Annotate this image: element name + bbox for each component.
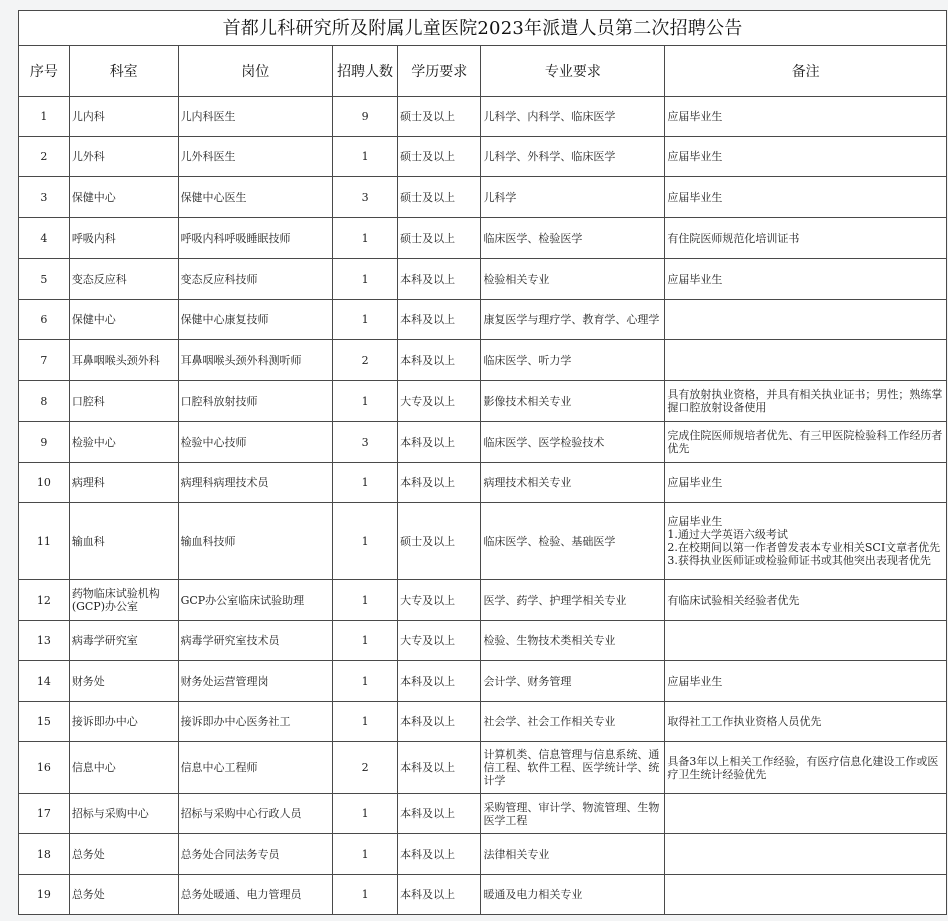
header-edu: 学历要求 [398, 46, 481, 97]
cell-dept: 呼吸内科 [69, 218, 178, 259]
cell-post: 财务处运营管理岗 [178, 661, 332, 702]
header-major: 专业要求 [481, 46, 665, 97]
cell-post: 变态反应科技师 [178, 259, 332, 300]
cell-note: 应届毕业生 [665, 661, 947, 702]
cell-post: 儿内科医生 [178, 97, 332, 137]
cell-edu: 本科及以上 [398, 259, 481, 300]
cell-no: 9 [19, 422, 70, 463]
cell-post: 呼吸内科呼吸睡眠技师 [178, 218, 332, 259]
table-row [19, 621, 947, 661]
cell-count: 3 [333, 422, 398, 463]
cell-dept: 口腔科 [69, 381, 178, 422]
cell-post: 保健中心医生 [178, 177, 332, 218]
cell-note: 取得社工工作执业资格人员优先 [665, 702, 947, 742]
recruitment-table [18, 10, 947, 915]
cell-no: 19 [19, 875, 70, 915]
cell-major: 儿科学 [481, 177, 665, 218]
cell-edu: 大专及以上 [398, 580, 481, 621]
cell-major: 医学、药学、护理学相关专业 [481, 580, 665, 621]
cell-note [665, 621, 947, 661]
cell-no: 11 [19, 503, 70, 580]
cell-major: 会计学、财务管理 [481, 661, 665, 702]
cell-edu: 大专及以上 [398, 621, 481, 661]
cell-no: 2 [19, 137, 70, 177]
table-row [19, 381, 947, 422]
cell-edu: 本科及以上 [398, 794, 481, 834]
header-dept: 科室 [69, 46, 178, 97]
cell-dept: 检验中心 [69, 422, 178, 463]
cell-major: 临床医学、听力学 [481, 340, 665, 381]
cell-post: 病理科病理技术员 [178, 463, 332, 503]
table-row [19, 834, 947, 875]
cell-dept: 耳鼻咽喉头颈外科 [69, 340, 178, 381]
cell-major: 病理技术相关专业 [481, 463, 665, 503]
cell-count: 1 [333, 621, 398, 661]
cell-no: 3 [19, 177, 70, 218]
cell-edu: 硕士及以上 [398, 503, 481, 580]
cell-post: 总务处暖通、电力管理员 [178, 875, 332, 915]
cell-post: 输血科技师 [178, 503, 332, 580]
cell-no: 6 [19, 300, 70, 340]
cell-post: 信息中心工程师 [178, 742, 332, 794]
cell-note [665, 340, 947, 381]
cell-major: 儿科学、外科学、临床医学 [481, 137, 665, 177]
cell-edu: 硕士及以上 [398, 218, 481, 259]
cell-count: 2 [333, 340, 398, 381]
cell-note [665, 834, 947, 875]
table-row [19, 259, 947, 300]
cell-note: 应届毕业生 [665, 463, 947, 503]
cell-note: 有临床试验相关经验者优先 [665, 580, 947, 621]
cell-count: 1 [333, 259, 398, 300]
cell-edu: 本科及以上 [398, 422, 481, 463]
cell-count: 9 [333, 97, 398, 137]
cell-dept: 保健中心 [69, 300, 178, 340]
cell-count: 1 [333, 875, 398, 915]
cell-no: 7 [19, 340, 70, 381]
cell-count: 2 [333, 742, 398, 794]
cell-dept: 总务处 [69, 875, 178, 915]
cell-dept: 信息中心 [69, 742, 178, 794]
cell-note [665, 875, 947, 915]
cell-dept: 招标与采购中心 [69, 794, 178, 834]
cell-no: 12 [19, 580, 70, 621]
cell-post: 检验中心技师 [178, 422, 332, 463]
cell-note: 应届毕业生 [665, 97, 947, 137]
page-title: 首都儿科研究所及附属儿童医院2023年派遣人员第二次招聘公告 [19, 11, 947, 46]
cell-note: 应届毕业生 [665, 259, 947, 300]
cell-no: 5 [19, 259, 70, 300]
cell-dept: 总务处 [69, 834, 178, 875]
table-row [19, 661, 947, 702]
table-row [19, 340, 947, 381]
cell-note [665, 794, 947, 834]
cell-no: 17 [19, 794, 70, 834]
table-row [19, 875, 947, 915]
table-row [19, 503, 947, 580]
cell-count: 1 [333, 300, 398, 340]
cell-major: 影像技术相关专业 [481, 381, 665, 422]
cell-no: 18 [19, 834, 70, 875]
cell-edu: 硕士及以上 [398, 97, 481, 137]
cell-major: 检验、生物技术类相关专业 [481, 621, 665, 661]
cell-no: 16 [19, 742, 70, 794]
cell-dept: 变态反应科 [69, 259, 178, 300]
cell-major: 康复医学与理疗学、教育学、心理学 [481, 300, 665, 340]
cell-major: 社会学、社会工作相关专业 [481, 702, 665, 742]
cell-dept: 接诉即办中心 [69, 702, 178, 742]
cell-major: 临床医学、检验、基础医学 [481, 503, 665, 580]
cell-dept: 输血科 [69, 503, 178, 580]
cell-count: 1 [333, 834, 398, 875]
cell-no: 14 [19, 661, 70, 702]
cell-edu: 本科及以上 [398, 300, 481, 340]
table-row [19, 218, 947, 259]
table-row [19, 97, 947, 137]
cell-post: 儿外科医生 [178, 137, 332, 177]
cell-post: 接诉即办中心医务社工 [178, 702, 332, 742]
cell-edu: 本科及以上 [398, 875, 481, 915]
cell-major: 临床医学、检验医学 [481, 218, 665, 259]
table-row [19, 463, 947, 503]
table-row [19, 422, 947, 463]
cell-count: 1 [333, 381, 398, 422]
cell-dept: 保健中心 [69, 177, 178, 218]
cell-note: 有住院医师规范化培训证书 [665, 218, 947, 259]
table-row [19, 300, 947, 340]
cell-count: 1 [333, 661, 398, 702]
cell-post: GCP办公室临床试验助理 [178, 580, 332, 621]
cell-count: 1 [333, 463, 398, 503]
cell-count: 3 [333, 177, 398, 218]
header-note: 备注 [665, 46, 947, 97]
cell-count: 1 [333, 794, 398, 834]
header-post: 岗位 [178, 46, 332, 97]
cell-dept: 财务处 [69, 661, 178, 702]
cell-no: 1 [19, 97, 70, 137]
cell-no: 13 [19, 621, 70, 661]
cell-dept: 病理科 [69, 463, 178, 503]
cell-count: 1 [333, 218, 398, 259]
cell-count: 1 [333, 702, 398, 742]
cell-edu: 本科及以上 [398, 702, 481, 742]
table-row [19, 580, 947, 621]
cell-major: 法律相关专业 [481, 834, 665, 875]
cell-post: 病毒学研究室技术员 [178, 621, 332, 661]
cell-post: 保健中心康复技师 [178, 300, 332, 340]
cell-edu: 本科及以上 [398, 463, 481, 503]
recruitment-notice [18, 10, 947, 915]
cell-major: 暖通及电力相关专业 [481, 875, 665, 915]
cell-no: 8 [19, 381, 70, 422]
cell-dept: 病毒学研究室 [69, 621, 178, 661]
cell-major: 采购管理、审计学、物流管理、生物医学工程 [481, 794, 665, 834]
cell-major: 儿科学、内科学、临床医学 [481, 97, 665, 137]
cell-dept: 儿内科 [69, 97, 178, 137]
cell-post: 口腔科放射技师 [178, 381, 332, 422]
cell-no: 10 [19, 463, 70, 503]
cell-count: 1 [333, 137, 398, 177]
table-body [19, 97, 947, 915]
cell-edu: 大专及以上 [398, 381, 481, 422]
cell-post: 招标与采购中心行政人员 [178, 794, 332, 834]
cell-note: 应届毕业生 [665, 137, 947, 177]
table-row [19, 702, 947, 742]
cell-dept: 儿外科 [69, 137, 178, 177]
cell-note: 完成住院医师规培者优先、有三甲医院检验科工作经历者优先 [665, 422, 947, 463]
table-row [19, 177, 947, 218]
cell-major: 检验相关专业 [481, 259, 665, 300]
cell-note: 具有放射执业资格，并具有相关执业证书；男性；熟练掌握口腔放射设备使用 [665, 381, 947, 422]
cell-post: 总务处合同法务专员 [178, 834, 332, 875]
cell-count: 1 [333, 503, 398, 580]
cell-edu: 硕士及以上 [398, 177, 481, 218]
cell-major: 临床医学、医学检验技术 [481, 422, 665, 463]
header-no: 序号 [19, 46, 70, 97]
cell-post: 耳鼻咽喉头颈外科测听师 [178, 340, 332, 381]
table-row [19, 137, 947, 177]
cell-edu: 硕士及以上 [398, 137, 481, 177]
cell-major: 计算机类、信息管理与信息系统、通信工程、软件工程、医学统计学、统计学 [481, 742, 665, 794]
cell-edu: 本科及以上 [398, 340, 481, 381]
cell-count: 1 [333, 580, 398, 621]
cell-note: 应届毕业生 [665, 177, 947, 218]
cell-no: 4 [19, 218, 70, 259]
cell-dept: 药物临床试验机构(GCP)办公室 [69, 580, 178, 621]
cell-note: 具备3年以上相关工作经验，有医疗信息化建设工作或医疗卫生统计经验优先 [665, 742, 947, 794]
cell-no: 15 [19, 702, 70, 742]
table-row [19, 794, 947, 834]
cell-note [665, 300, 947, 340]
cell-edu: 本科及以上 [398, 661, 481, 702]
cell-note: 应届毕业生 1.通过大学英语六级考试 2.在校期间以第一作者曾发表本专业相关SCI文章者优先 3.获得执业医师证或检验师证书或其他突出表现者优先 [665, 503, 947, 580]
table-row [19, 742, 947, 794]
cell-edu: 本科及以上 [398, 834, 481, 875]
header-count: 招聘人数 [333, 46, 398, 97]
cell-edu: 本科及以上 [398, 742, 481, 794]
header-row [19, 46, 947, 97]
